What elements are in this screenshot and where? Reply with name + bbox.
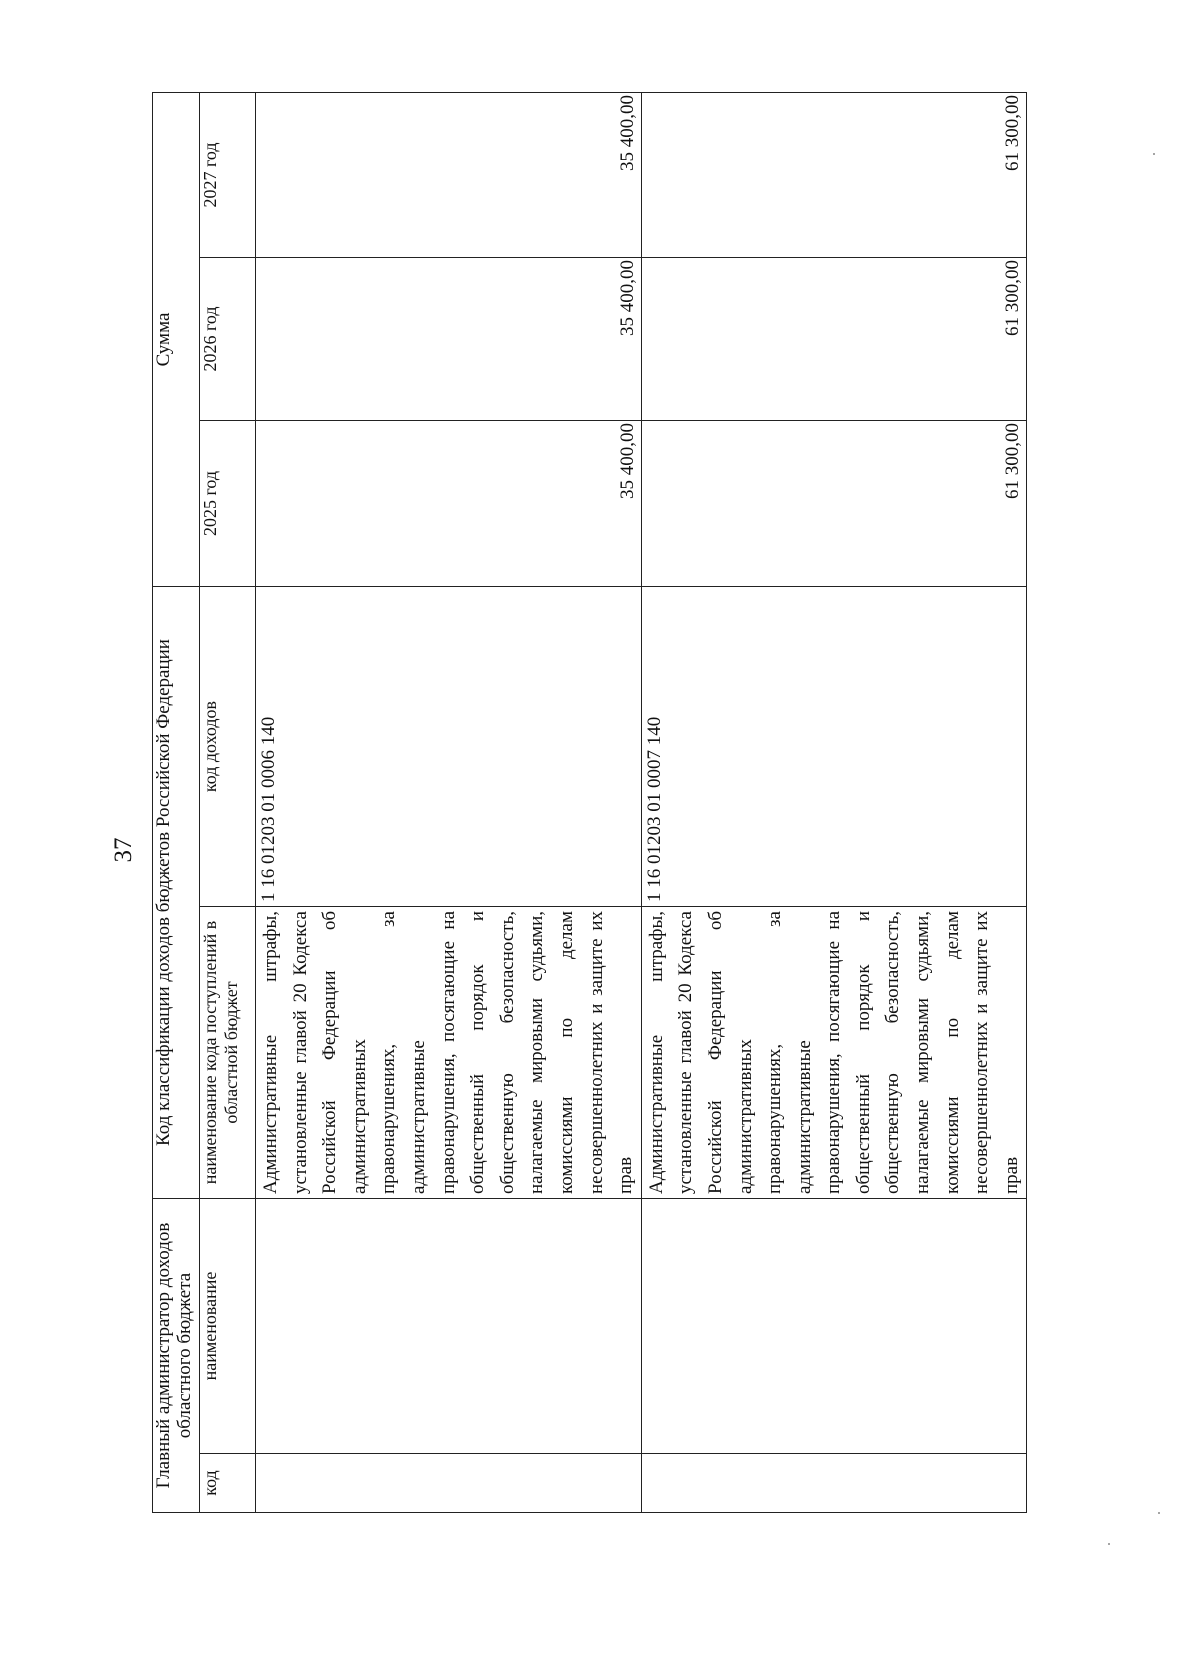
cell-sum-2026: 61 300,00 xyxy=(641,258,1027,421)
cell-sum-2025: 61 300,00 xyxy=(641,421,1027,587)
table-row xyxy=(641,93,1027,1513)
header-admin-code: код xyxy=(200,1454,256,1513)
cell-admin-code xyxy=(641,1454,1027,1513)
header-income-name: наименование кода поступлений в областной бюджет xyxy=(200,907,256,1199)
budget-income-table xyxy=(152,92,1027,1513)
cell-admin-code xyxy=(256,1454,642,1513)
rotated-table-frame xyxy=(152,93,1024,1513)
header-year-2025: 2025 год xyxy=(200,421,256,587)
header-sum-group: Сумма xyxy=(153,93,200,587)
cell-sum-2027: 61 300,00 xyxy=(641,93,1027,258)
header-year-2026: 2026 год xyxy=(200,258,256,421)
cell-income-name: Административные штрафы, установленные главой 20 Кодекса Российской Федерации об административных правонарушениях, за административные правонарушения, посягающие на общественный порядок и общественную безопасность, налагаемые мировыми судьями, комиссиями по делам несовершеннолетних и защите их прав xyxy=(641,907,1027,1199)
header-classification-group: Код классификации доходов бюджетов Российской Федерации xyxy=(153,587,200,1199)
header-row-top xyxy=(153,93,200,1513)
cell-sum-2027: 35 400,00 xyxy=(256,93,642,258)
header-year-2027: 2027 год xyxy=(200,93,256,258)
cell-sum-2025: 35 400,00 xyxy=(256,421,642,587)
cell-income-name: Административные штрафы, установленные главой 20 Кодекса Российской Федерации об административных правонарушениях, за административные правонарушения, посягающие на общественный порядок и общественную безопасность, налагаемые мировыми судьями, комиссиями по делам несовершеннолетних и защите их прав xyxy=(256,907,642,1199)
scan-speck xyxy=(1108,1543,1110,1545)
page-number: 37 xyxy=(110,837,137,863)
cell-admin-name xyxy=(641,1199,1027,1454)
cell-admin-name xyxy=(256,1199,642,1454)
cell-income-code: 1 16 01203 01 0006 140 xyxy=(256,587,642,907)
rotated-table-content xyxy=(152,93,1024,1513)
scan-speck xyxy=(1158,1512,1160,1514)
scan-speck xyxy=(1153,153,1155,155)
table-row xyxy=(256,93,642,1513)
header-admin-group: Главный администратор доходов областного бюджета xyxy=(153,1199,200,1513)
cell-sum-2026: 35 400,00 xyxy=(256,258,642,421)
header-admin-name: наименование xyxy=(200,1199,256,1454)
header-row-sub xyxy=(200,93,256,1513)
header-income-code: код доходов xyxy=(200,587,256,907)
cell-income-code: 1 16 01203 01 0007 140 xyxy=(641,587,1027,907)
